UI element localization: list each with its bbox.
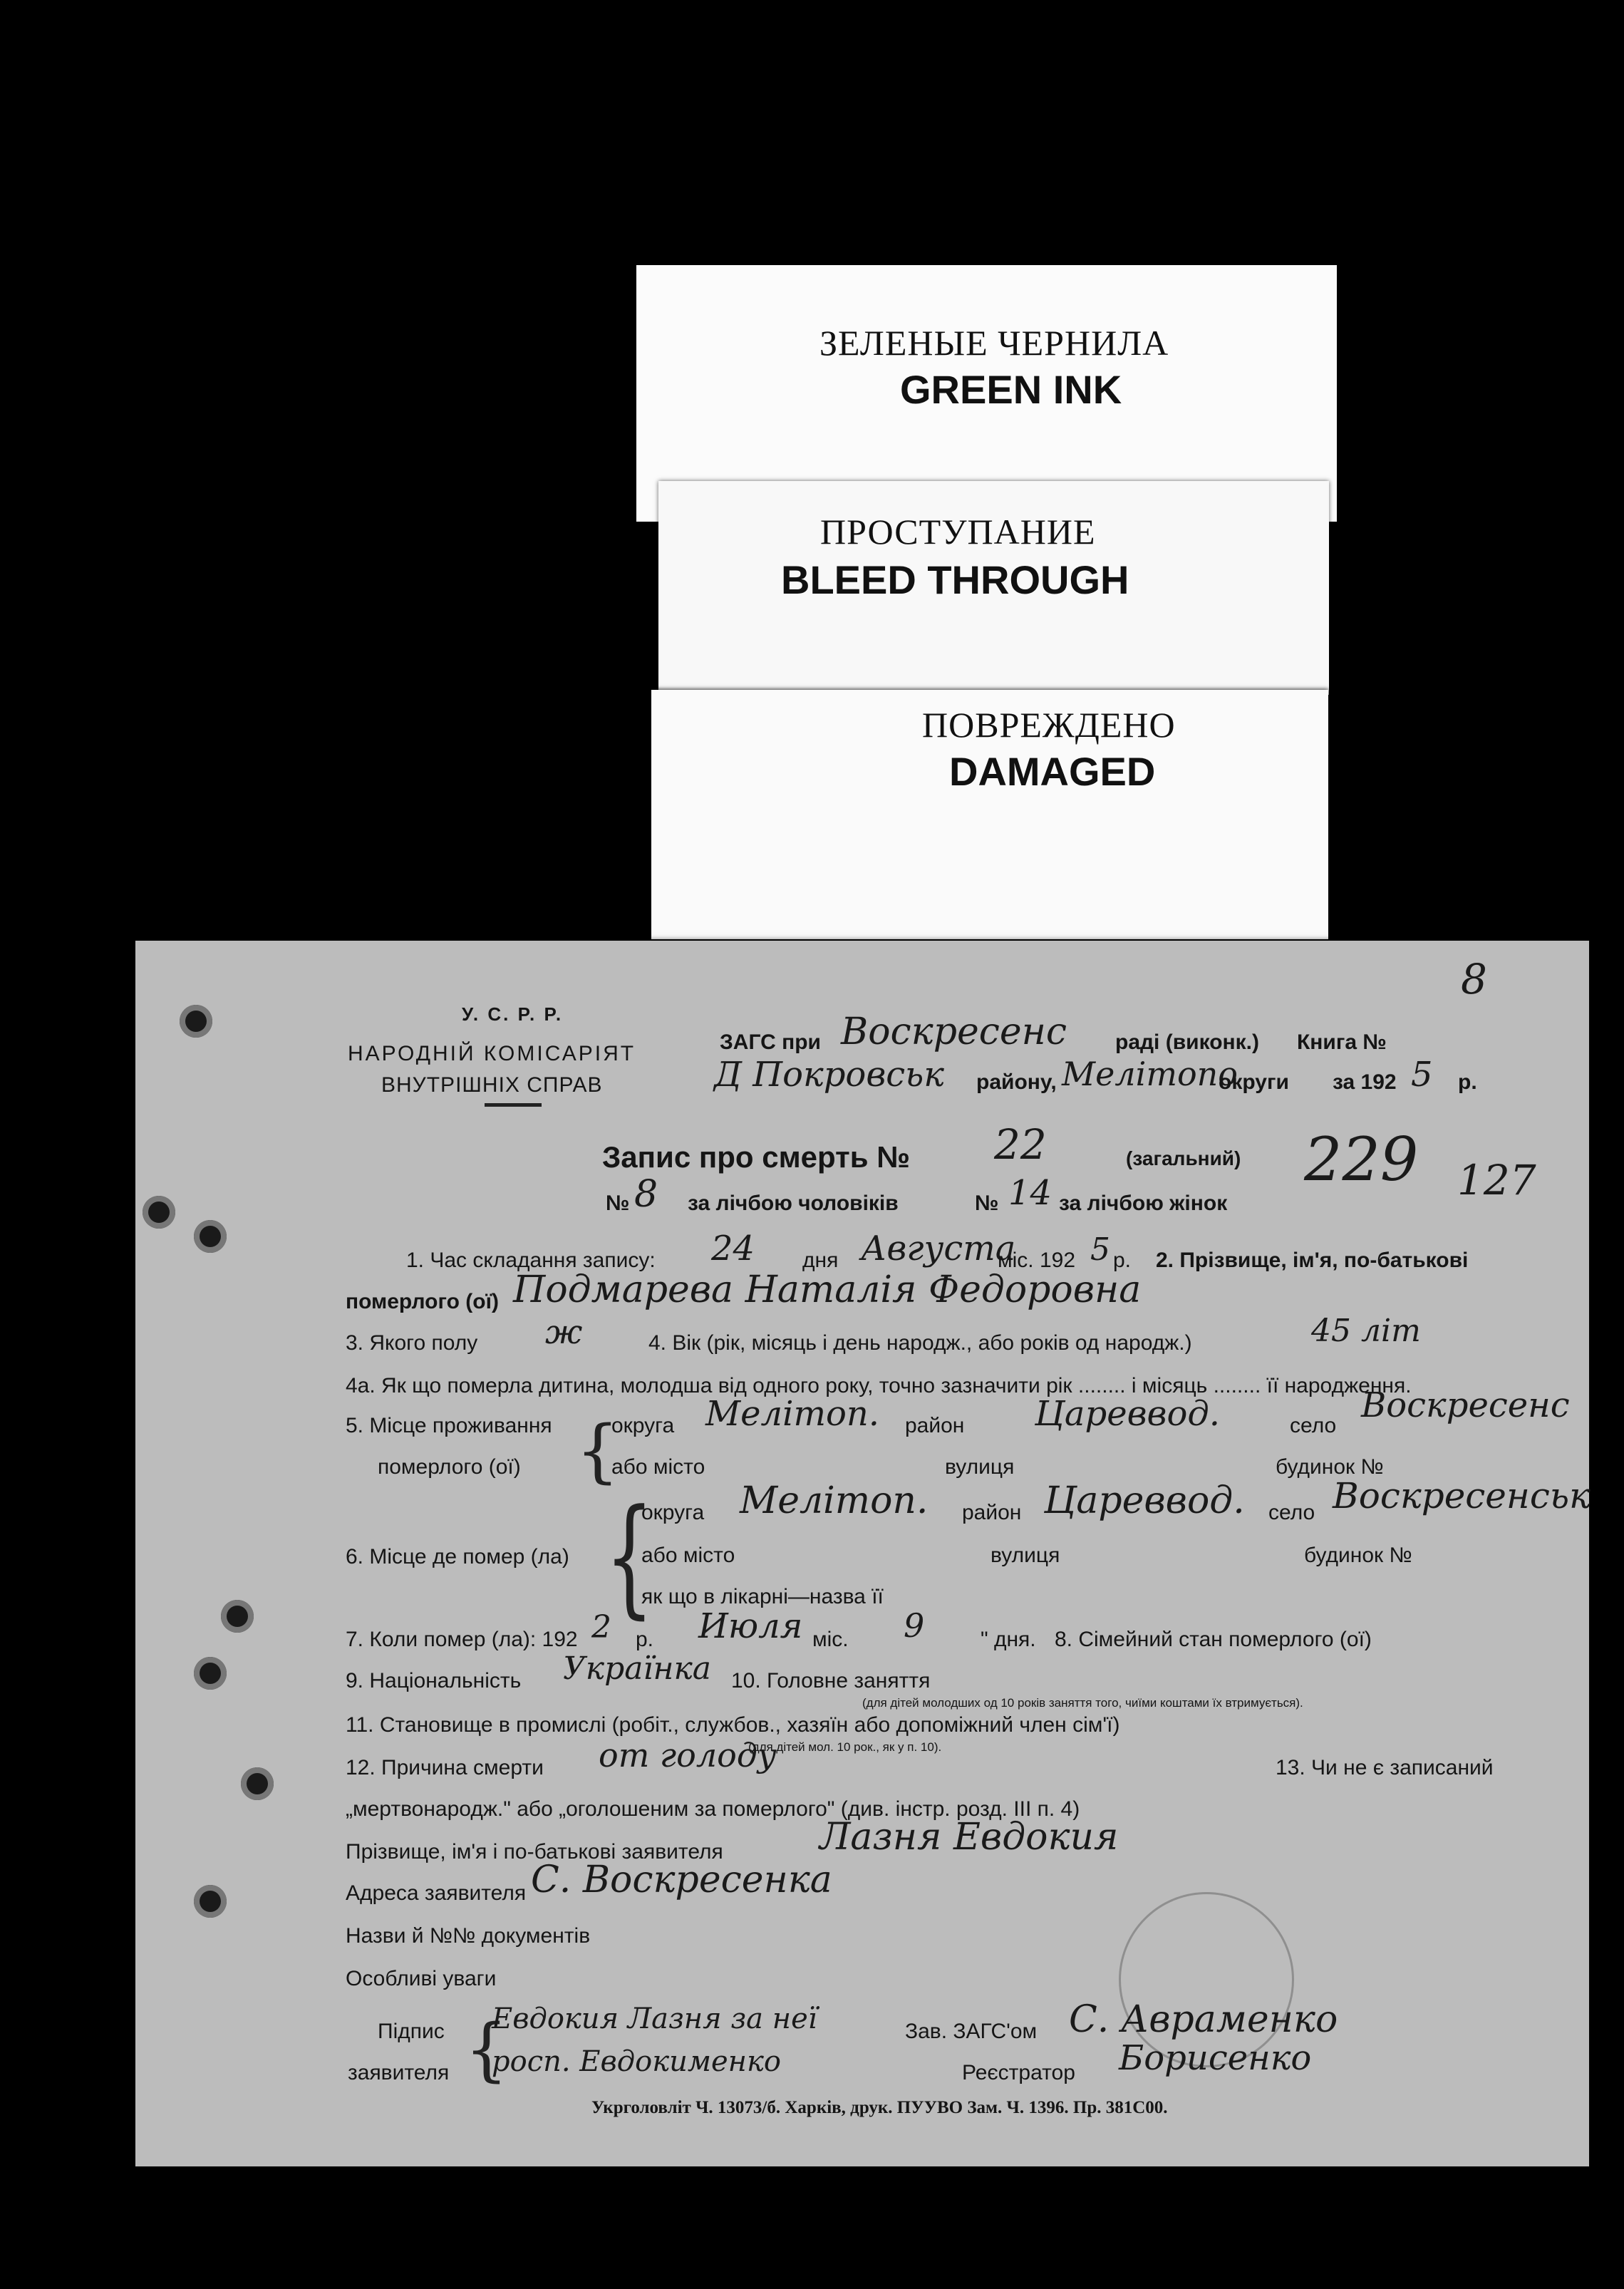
hw-sig-applicant-2: росп. Евдокименко: [492, 2045, 781, 2078]
hw-day: 24: [711, 1229, 755, 1268]
q6-rayon: район: [962, 1501, 1022, 1524]
q10-label: 10. Головне заняття: [731, 1669, 931, 1693]
punch-hole: [143, 1196, 175, 1229]
registrar-label: Реєстратор: [962, 2061, 1075, 2084]
q5-budynok: будинок №: [1276, 1455, 1384, 1479]
hw-res-selo: Воскресенс: [1361, 1385, 1570, 1425]
green-ink-ru-label: ЗЕЛЕНЫЕ ЧЕРНИЛА: [819, 323, 1169, 363]
punch-hole: [194, 1220, 227, 1253]
q1-label: 1. Час складання запису:: [406, 1249, 656, 1272]
punch-hole: [194, 1657, 227, 1690]
hw-death-okruha: Мелітоп.: [740, 1479, 929, 1522]
bleed-through-card: [658, 481, 1329, 695]
q13-continuation: „мертвонародж." або „оголошеним за померлого" (див. інстр. розд. III п. 4): [346, 1797, 1080, 1821]
rayon-label: району,: [976, 1070, 1057, 1094]
header-internal-affairs: ВНУТРІШНІХ СПРАВ: [381, 1073, 603, 1097]
punch-hole: [221, 1600, 254, 1633]
q4-label: 4. Вік (рік, місяць і день народж., або років од народж.): [648, 1331, 1192, 1355]
hw-sig-applicant-1: Евдокия Лазня за неї: [492, 2003, 817, 2035]
hw-death-selo: Воскресенськ: [1333, 1475, 1591, 1516]
documents-label: Назви й №№ документів: [346, 1924, 591, 1948]
hw-death-day: 9: [904, 1606, 925, 1645]
hw-applicant-address: С. Воскресенка: [531, 1859, 832, 1901]
q5-abo-misto: або місто: [611, 1455, 705, 1479]
q5-okruha: округа: [611, 1414, 675, 1437]
hw-margin-number-1: 229: [1304, 1125, 1419, 1194]
q9-label: 9. Національність: [346, 1669, 522, 1693]
okruhy-label: округи: [1219, 1070, 1289, 1094]
zags-label: ЗАГС при: [720, 1030, 821, 1054]
year-suffix: р.: [1458, 1070, 1477, 1094]
q10-note: (для дітей молодших од 10 років заняття того, чиїми коштами їх втримується).: [862, 1696, 1303, 1710]
q11-label: 11. Становище в промислі (робіт., службов., хазяїн або допоміжний член сім'ї): [346, 1713, 1120, 1737]
q6-okruha: округа: [641, 1501, 705, 1524]
q6-hospital: як що в лікарні—назва її: [641, 1585, 884, 1608]
title-suffix: (загальний): [1126, 1147, 1241, 1169]
bleed-through-en-label: BLEED THROUGH: [781, 557, 1129, 602]
q6-abo-misto: або місто: [641, 1544, 735, 1567]
hw-year: 5: [1090, 1231, 1110, 1268]
q5-rayon: район: [905, 1414, 965, 1437]
header-usrr: У. С. Р. Р.: [462, 1003, 564, 1025]
q7-r: р.: [636, 1628, 654, 1651]
q7-mis: міс.: [812, 1628, 849, 1651]
hw-registrar-sig: Борисенко: [1119, 2038, 1312, 2078]
hw-margin-number-2: 127: [1457, 1156, 1536, 1204]
q5-brace: {: [576, 1411, 620, 1491]
q5-selo: село: [1290, 1414, 1337, 1437]
q8-label: 8. Сімейний стан померлого (ої): [1055, 1628, 1372, 1651]
hw-age: 45 літ: [1311, 1313, 1421, 1349]
male-count-label: за лічбою чоловіків: [688, 1192, 899, 1215]
of-applicant-label: заявителя: [348, 2061, 450, 2084]
zags-head-label: Зав. ЗАГС'ом: [905, 2020, 1038, 2043]
q7-label: 7. Коли помер (ла): 192: [346, 1628, 578, 1651]
male-num-prefix: №: [606, 1192, 630, 1215]
female-num-prefix: №: [975, 1192, 999, 1215]
hw-okruhy: Мелітопо: [1062, 1055, 1238, 1093]
hw-zags-place: Воскресенс: [841, 1011, 1067, 1053]
hw-cause: от голоду: [599, 1736, 777, 1774]
q2-label: 2. Прізвище, ім'я, по-батькові: [1156, 1249, 1469, 1272]
q11-note: (для дітей мол. 10 рок., як у п. 10).: [748, 1740, 942, 1754]
q6-selo: село: [1268, 1501, 1315, 1524]
q1-year-end: р.: [1113, 1249, 1132, 1272]
hw-death-rayon: Цареввод.: [1044, 1479, 1245, 1522]
hw-death-month: Июля: [698, 1606, 803, 1646]
q5-deceased: померлого (ої): [378, 1455, 521, 1479]
q5-label: 5. Місце проживання: [346, 1414, 552, 1437]
punch-hole: [194, 1885, 227, 1918]
hw-nationality: Українка: [563, 1650, 712, 1687]
q13-label: 13. Чи не є записаний: [1276, 1756, 1494, 1779]
q1-month: міс. 192: [998, 1249, 1076, 1272]
hw-applicant-name: Лазня Евдокия: [819, 1816, 1119, 1859]
zags-rest: раді (виконк.): [1115, 1030, 1260, 1054]
applicant-address-label: Адреса заявителя: [346, 1881, 527, 1905]
hw-deceased-name: Подмарева Наталія Федоровна: [513, 1268, 1142, 1311]
hw-month: Августа: [861, 1229, 1016, 1268]
q6-label: 6. Місце де помер (ла): [346, 1545, 569, 1569]
q4a-label: 4а. Як що померла дитина, молодша від одного року, точно зазначити рік ........ і місяць ........ її народження.: [346, 1374, 1412, 1397]
q6-budynok: будинок №: [1304, 1544, 1412, 1567]
q5-vulytsia: вулиця: [945, 1455, 1015, 1479]
notes-label: Особливі уваги: [346, 1967, 497, 1990]
q1-day: дня: [802, 1249, 839, 1272]
form-footer: Укрголовліт Ч. 13073/б. Харків, друк. ПУУВО Зам. Ч. 1396. Пр. 381С00.: [591, 2098, 1168, 2117]
punch-hole: [241, 1767, 274, 1800]
hw-year-digit: 5: [1411, 1055, 1433, 1095]
q6-brace: {: [604, 1482, 654, 1631]
damaged-en-label: DAMAGED: [949, 749, 1156, 794]
hw-record-number: 22: [994, 1120, 1047, 1169]
damaged-card-face: [651, 690, 1328, 939]
signature-brace: {: [465, 2010, 509, 2089]
book-label: Книга №: [1297, 1030, 1387, 1054]
bleed-through-ru-label: ПРОСТУПАНИЕ: [820, 512, 1096, 552]
damaged-ru-label: ПОВРЕЖДЕНО: [922, 705, 1176, 745]
hw-male-number: 8: [634, 1173, 658, 1216]
year-label: за 192: [1333, 1070, 1397, 1094]
hw-res-rayon: Цареввод.: [1035, 1394, 1221, 1434]
hw-female-number: 14: [1008, 1173, 1053, 1213]
header-underline: [485, 1103, 542, 1107]
deceased-label: померлого (ої): [346, 1290, 499, 1313]
q6-vulytsia: вулиця: [991, 1544, 1060, 1567]
hw-rayon: Д Покровськ: [714, 1055, 944, 1095]
q3-label: 3. Якого полу: [346, 1331, 478, 1355]
applicant-name-label: Прізвище, ім'я і по-батькові заявителя: [346, 1840, 723, 1864]
q12-label: 12. Причина смерти: [346, 1756, 544, 1779]
signature-label: Підпис: [378, 2020, 445, 2043]
header-commissariat: НАРОДНІЙ КОМІСАРІЯТ: [348, 1042, 636, 1065]
hw-res-okruha: Мелітоп.: [705, 1394, 880, 1434]
green-ink-en-label: GREEN INK: [900, 367, 1122, 412]
hw-death-year: 2: [591, 1609, 611, 1645]
hw-zags-head-sig: С. Авраменко: [1069, 1998, 1338, 2041]
q7-dnia: " дня.: [981, 1628, 1036, 1651]
form-title: Запис про смерть №: [602, 1140, 910, 1174]
hw-sex: ж: [545, 1313, 583, 1351]
hw-corner-number: 8: [1461, 955, 1487, 1003]
death-record-form: [135, 941, 1589, 2166]
female-count-label: за лічбою жінок: [1059, 1192, 1228, 1215]
punch-hole: [180, 1005, 212, 1038]
